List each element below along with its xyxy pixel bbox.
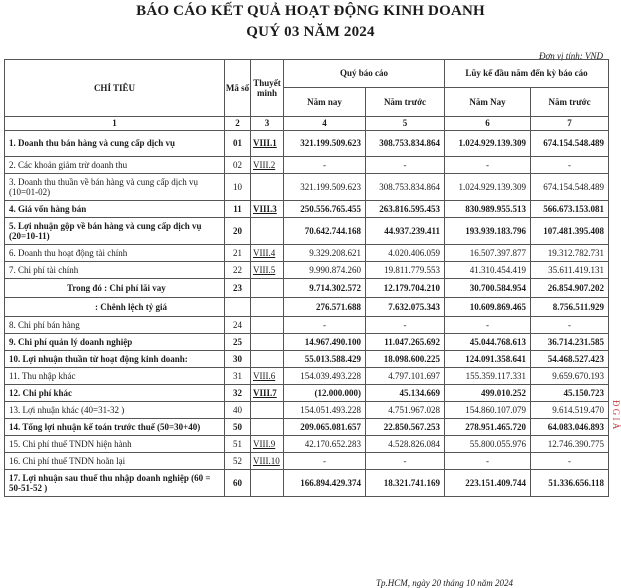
row-note [251,368,284,385]
col-number: 5 [366,117,445,131]
row-note [251,453,284,470]
value-quarter-prev-year: 4.020.406.059 [366,245,445,262]
header-nam-nay: Năm nay [284,88,366,117]
row-label: 7. Chi phí tài chính [5,262,225,279]
value-quarter-prev-year: 44.937.239.411 [366,218,445,245]
row-code: 20 [225,218,251,245]
row-label: : Chênh lệch tỷ giá [5,298,225,317]
row-code: 32 [225,385,251,402]
note-link: VIII.6 [253,370,276,381]
value-ytd-this-year: 41.310.454.419 [445,262,531,279]
row-note [251,402,284,419]
note-link: VIII.2 [253,159,276,170]
header-luy-ke: Lũy kế đầu năm đến kỳ báo cáo [445,60,609,88]
value-ytd-prev-year: 566.673.153.081 [531,201,609,218]
value-ytd-this-year: 1.024.929.139.309 [445,174,531,201]
row-code: 60 [225,470,251,497]
value-quarter-prev-year: 19.811.779.553 [366,262,445,279]
value-quarter-prev-year: 12.179.704.210 [366,279,445,298]
row-note [251,174,284,201]
value-quarter-this-year: 9.329.208.621 [284,245,366,262]
value-ytd-prev-year: 12.746.390.775 [531,436,609,453]
row-label: 12. Chi phí khác [5,385,225,402]
row-note [251,201,284,218]
value-ytd-prev-year: 674.154.548.489 [531,131,609,157]
row-label: 6. Doanh thu hoạt động tài chính [5,245,225,262]
note-link: VIII.9 [253,438,276,449]
value-quarter-prev-year: 308.753.834.864 [366,131,445,157]
report-period: QUÝ 03 NĂM 2024 [246,24,375,40]
note-link: VIII.5 [253,264,276,275]
value-quarter-this-year: 276.571.688 [284,298,366,317]
value-ytd-this-year: - [445,453,531,470]
table-row [5,334,609,351]
value-ytd-prev-year: - [531,157,609,174]
row-label: 13. Lợi nhuận khác (40=31-32 ) [5,402,225,419]
table-row [5,402,609,419]
row-note [251,419,284,436]
row-label: 5. Lợi nhuận gộp về bán hàng và cung cấp dịch vụ (20=10-11) [5,218,225,245]
table-row [5,245,609,262]
value-ytd-prev-year: 54.468.527.423 [531,351,609,368]
value-quarter-this-year: - [284,453,366,470]
row-label: 10. Lợi nhuận thuần từ hoạt động kinh doanh: [5,351,225,368]
row-note [251,334,284,351]
value-ytd-this-year: 1.024.929.139.309 [445,131,531,157]
value-ytd-prev-year: 8.756.511.929 [531,298,609,317]
row-code: 25 [225,334,251,351]
value-ytd-this-year: 124.091.358.641 [445,351,531,368]
value-ytd-this-year: 16.507.397.877 [445,245,531,262]
value-ytd-this-year: 155.359.117.331 [445,368,531,385]
value-quarter-this-year: - [284,157,366,174]
report-date: Tp.HCM, ngày 20 tháng 10 năm 2024 [376,578,513,588]
column-number-row [5,117,609,131]
row-code: 22 [225,262,251,279]
table-row [5,317,609,334]
col-number: 2 [225,117,251,131]
value-ytd-prev-year: 51.336.656.118 [531,470,609,497]
value-ytd-prev-year: 64.083.046.893 [531,419,609,436]
value-quarter-this-year: 55.013.588.429 [284,351,366,368]
value-quarter-this-year: 321.199.509.623 [284,174,366,201]
row-label: Trong đó : Chi phí lãi vay [5,279,225,298]
value-ytd-this-year: 223.151.409.744 [445,470,531,497]
value-ytd-prev-year: 45.150.723 [531,385,609,402]
row-code: 50 [225,419,251,436]
col-number: 1 [5,117,225,131]
value-quarter-prev-year: - [366,317,445,334]
value-quarter-prev-year: 308.753.834.864 [366,174,445,201]
row-code: 30 [225,351,251,368]
table-row [5,279,609,298]
value-quarter-prev-year: 22.850.567.253 [366,419,445,436]
row-note [251,279,284,298]
value-quarter-this-year: 154.039.493.228 [284,368,366,385]
row-note [251,131,284,157]
table-row [5,368,609,385]
row-label: 14. Tổng lợi nhuận kế toán trước thuế (50=30+40) [5,419,225,436]
col-number: 6 [445,117,531,131]
table-row [5,470,609,497]
table-row [5,218,609,245]
table-row [5,174,609,201]
header-thuyet-minh: Thuyết minh [251,60,284,117]
value-quarter-this-year: 9.714.302.572 [284,279,366,298]
table-row [5,419,609,436]
note-link: VIII.4 [253,247,276,258]
header-chi-tieu: CHỈ TIÊU [5,60,225,117]
row-note [251,157,284,174]
row-code: 51 [225,436,251,453]
row-code: 01 [225,131,251,157]
value-quarter-prev-year: 11.047.265.692 [366,334,445,351]
report-title: BÁO CÁO KẾT QUẢ HOẠT ĐỘNG KINH DOANH [136,3,485,19]
header-ma-so: Mã số [225,60,251,117]
value-ytd-prev-year: 674.154.548.489 [531,174,609,201]
row-label: 4. Giá vốn hàng bán [5,201,225,218]
col-number: 7 [531,117,609,131]
value-ytd-prev-year: 19.312.782.731 [531,245,609,262]
value-quarter-this-year: 321.199.509.623 [284,131,366,157]
table-row [5,351,609,368]
row-code: 10 [225,174,251,201]
row-label: 15. Chi phí thuế TNDN hiện hành [5,436,225,453]
value-quarter-prev-year: 18.321.741.169 [366,470,445,497]
row-code: 40 [225,402,251,419]
row-label: 1. Doanh thu bán hàng và cung cấp dịch vụ [5,131,225,157]
row-note [251,245,284,262]
value-ytd-prev-year: 35.611.419.131 [531,262,609,279]
value-quarter-this-year: 154.051.493.228 [284,402,366,419]
table-row [5,262,609,279]
value-ytd-this-year: 830.989.955.513 [445,201,531,218]
header-nam-nay-2: Năm Nay [445,88,531,117]
currency-unit: Đơn vị tính: VND [538,51,603,61]
row-code: 24 [225,317,251,334]
col-number: 3 [251,117,284,131]
value-ytd-this-year: 278.951.465.720 [445,419,531,436]
value-quarter-this-year: 14.967.490.100 [284,334,366,351]
row-code: 23 [225,279,251,298]
table-row [5,436,609,453]
row-label: 16. Chi phí thuế TNDN hoãn lại [5,453,225,470]
value-ytd-this-year: - [445,317,531,334]
value-quarter-prev-year: 4.751.967.028 [366,402,445,419]
row-code: 02 [225,157,251,174]
value-ytd-prev-year: 36.714.231.585 [531,334,609,351]
value-ytd-prev-year: 26.854.907.202 [531,279,609,298]
row-label: 17. Lợi nhuận sau thuế thu nhập doanh nghiệp (60 = 50-51-52 ) [5,470,225,497]
table-row [5,453,609,470]
table-row [5,201,609,218]
value-quarter-prev-year: 7.632.075.343 [366,298,445,317]
row-note [251,470,284,497]
row-note [251,351,284,368]
value-ytd-this-year: 10.609.869.465 [445,298,531,317]
note-link: VIII.7 [253,387,277,398]
row-label: 11. Thu nhập khác [5,368,225,385]
value-ytd-this-year: 499.010.252 [445,385,531,402]
value-ytd-prev-year: - [531,453,609,470]
note-link: VIII.10 [253,455,280,466]
value-quarter-prev-year: 45.134.669 [366,385,445,402]
value-ytd-this-year: - [445,157,531,174]
value-ytd-prev-year: - [531,317,609,334]
value-ytd-this-year: 30.700.584.954 [445,279,531,298]
value-ytd-this-year: 193.939.183.796 [445,218,531,245]
row-note [251,436,284,453]
value-quarter-prev-year: 18.098.600.225 [366,351,445,368]
value-quarter-this-year: 250.556.765.455 [284,201,366,218]
table-row [5,157,609,174]
value-quarter-this-year: - [284,317,366,334]
value-ytd-prev-year: 9.659.670.193 [531,368,609,385]
header-nam-truoc-2: Năm trước [531,88,609,117]
value-ytd-this-year: 45.044.768.613 [445,334,531,351]
note-link: VIII.1 [253,138,277,149]
row-label: 9. Chi phí quản lý doanh nghiệp [5,334,225,351]
note-link: VIII.3 [253,203,277,214]
header-quy-bao-cao: Quý báo cáo [284,60,445,88]
row-label: 8. Chi phí bán hàng [5,317,225,334]
value-quarter-this-year: 70.642.744.168 [284,218,366,245]
side-stamp-text: Đ G I À [611,400,621,430]
value-quarter-prev-year: 4.528.826.084 [366,436,445,453]
row-note [251,385,284,402]
header-row-1 [5,60,609,88]
row-code: 11 [225,201,251,218]
row-code: 31 [225,368,251,385]
row-code [225,298,251,317]
value-quarter-prev-year: - [366,453,445,470]
value-quarter-this-year: 166.894.429.374 [284,470,366,497]
row-code: 52 [225,453,251,470]
row-label: 3. Doanh thu thuần về bán hàng và cung cấp dịch vụ (10=01-02) [5,174,225,201]
row-note [251,262,284,279]
value-quarter-prev-year: 263.816.595.453 [366,201,445,218]
table-row [5,298,609,317]
header-nam-truoc: Năm trước [366,88,445,117]
col-number: 4 [284,117,366,131]
value-ytd-this-year: 55.800.055.976 [445,436,531,453]
value-quarter-prev-year: 4.797.101.697 [366,368,445,385]
table-row [5,131,609,157]
value-quarter-this-year: (12.000.000) [284,385,366,402]
value-quarter-this-year: 209.065.081.657 [284,419,366,436]
value-ytd-this-year: 154.860.107.079 [445,402,531,419]
value-ytd-prev-year: 107.481.395.408 [531,218,609,245]
row-note [251,317,284,334]
row-label: 2. Các khoản giảm trừ doanh thu [5,157,225,174]
table-row [5,385,609,402]
value-ytd-prev-year: 9.614.519.470 [531,402,609,419]
row-note [251,298,284,317]
income-statement-table [4,59,609,497]
value-quarter-prev-year: - [366,157,445,174]
value-quarter-this-year: 9.990.874.260 [284,262,366,279]
row-code: 21 [225,245,251,262]
value-quarter-this-year: 42.170.652.283 [284,436,366,453]
row-note [251,218,284,245]
